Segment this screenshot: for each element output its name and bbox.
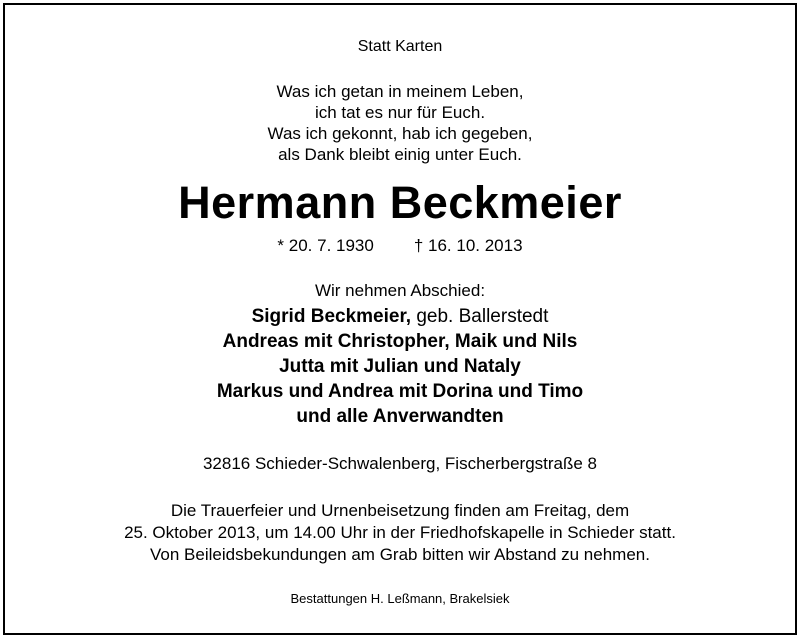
death-date: † 16. 10. 2013 (413, 236, 523, 255)
farewell-intro: Wir nehmen Abschied: (314, 281, 486, 300)
funeral-notice-line: Von Beileidsbekundungen am Grab bitten wir Abstand zu nehmen. (150, 545, 650, 564)
poem-line: Was ich getan in meinem Leben, (276, 82, 524, 101)
mourner-line: Markus und Andrea mit Dorina und Timo (216, 381, 584, 402)
obituary-notice (3, 3, 797, 635)
poem-line: Was ich gekonnt, hab ich gegeben, (267, 124, 533, 143)
poem-line: ich tat es nur für Euch. (314, 103, 486, 122)
mourner-line: Jutta mit Julian und Nataly (279, 356, 521, 377)
funeral-home-credit: Bestattungen H. Leßmann, Brakelsiek (290, 591, 510, 606)
funeral-notice-line: Die Trauerfeier und Urnenbeisetzung finden am Freitag, dem (170, 501, 630, 520)
funeral-notice-line: 25. Oktober 2013, um 14.00 Uhr in der Friedhofskapelle in Schieder statt. (124, 523, 676, 542)
header-text: Statt Karten (357, 38, 443, 55)
mourner-line: und alle Anverwandten (296, 406, 504, 427)
deceased-name: Hermann Beckmeier (178, 177, 622, 228)
poem-line: als Dank bleibt einig unter Euch. (278, 145, 522, 164)
mourner-line: Andreas mit Christopher, Maik und Nils (222, 331, 578, 352)
mourner-maiden-name: geb. Ballerstedt (411, 306, 549, 327)
family-address: 32816 Schieder-Schwalenberg, Fischerbergstraße 8 (202, 454, 598, 473)
birth-date: * 20. 7. 1930 (277, 236, 374, 255)
mourner-line (5, 305, 795, 329)
mourner-name: Sigrid Beckmeier, (251, 306, 412, 327)
life-dates (5, 236, 795, 256)
